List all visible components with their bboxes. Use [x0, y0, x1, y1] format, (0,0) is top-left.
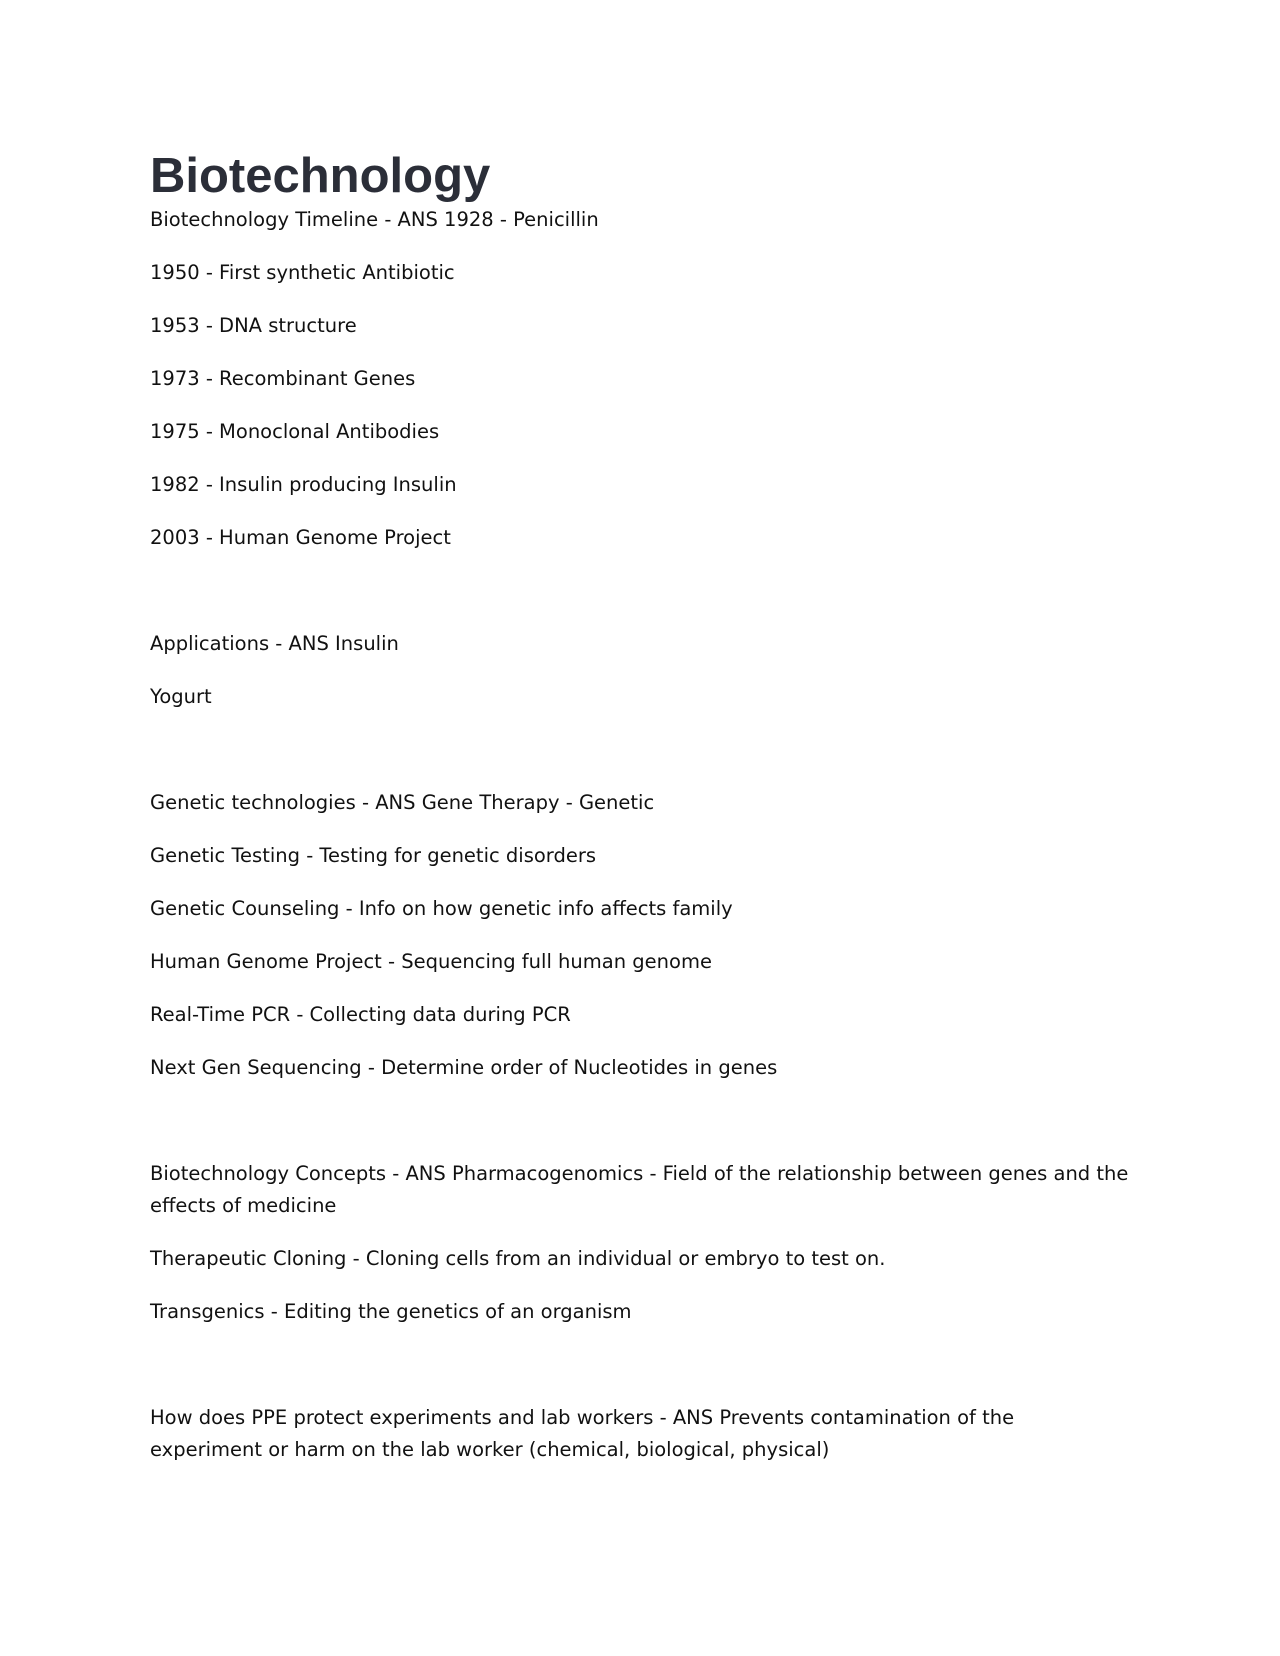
ppe-heading-line: How does PPE protect experiments and lab workers - ANS Prevents contamination of the experiment or harm on the lab worker (chemical, biological, physical)	[150, 1406, 1015, 1461]
timeline-item: 1975 - Monoclonal Antibodies	[150, 420, 440, 443]
spacer	[150, 660, 1130, 681]
concepts-item: Therapeutic Cloning - Cloning cells from an individual or embryo to test on.	[150, 1247, 886, 1270]
section-spacer	[150, 554, 1130, 628]
spacer	[150, 1222, 1130, 1243]
genetic-technologies-heading-line: Genetic technologies - ANS Gene Therapy - Genetic	[150, 791, 655, 814]
genetic-technologies-item: Genetic Counseling - Info on how genetic info affects family	[150, 897, 733, 920]
applications-heading-line: Applications - ANS Insulin	[150, 632, 399, 655]
spacer	[150, 925, 1130, 946]
spacer	[150, 819, 1130, 840]
genetic-technologies-item: Genetic Testing - Testing for genetic disorders	[150, 844, 597, 867]
timeline-item: 1973 - Recombinant Genes	[150, 367, 416, 390]
genetic-technologies-item: Real-Time PCR - Collecting data during PCR	[150, 1003, 571, 1026]
spacer	[150, 236, 1130, 257]
spacer	[150, 1275, 1130, 1296]
spacer	[150, 978, 1130, 999]
spacer	[150, 501, 1130, 522]
section-spacer	[150, 713, 1130, 787]
spacer	[150, 448, 1130, 469]
document-page	[150, 148, 1130, 1466]
genetic-technologies-item: Human Genome Project - Sequencing full human genome	[150, 950, 712, 973]
applications-item: Yogurt	[150, 685, 212, 708]
timeline-item: 1950 - First synthetic Antibiotic	[150, 261, 455, 284]
section-spacer	[150, 1328, 1130, 1402]
concepts-item: Transgenics - Editing the genetics of an organism	[150, 1300, 632, 1323]
timeline-item: 2003 - Human Genome Project	[150, 526, 451, 549]
spacer	[150, 1031, 1130, 1052]
spacer	[150, 872, 1130, 893]
spacer	[150, 289, 1130, 310]
timeline-heading-line: Biotechnology Timeline - ANS 1928 - Penicillin	[150, 208, 599, 231]
timeline-item: 1953 - DNA structure	[150, 314, 357, 337]
section-spacer	[150, 1084, 1130, 1158]
spacer	[150, 395, 1130, 416]
timeline-item: 1982 - Insulin producing Insulin	[150, 473, 457, 496]
spacer	[150, 342, 1130, 363]
genetic-technologies-item: Next Gen Sequencing - Determine order of Nucleotides in genes	[150, 1056, 778, 1079]
concepts-heading-line: Biotechnology Concepts - ANS Pharmacogenomics - Field of the relationship between genes and the effects of medicine	[150, 1162, 1129, 1217]
document-title: Biotechnology	[150, 149, 491, 203]
